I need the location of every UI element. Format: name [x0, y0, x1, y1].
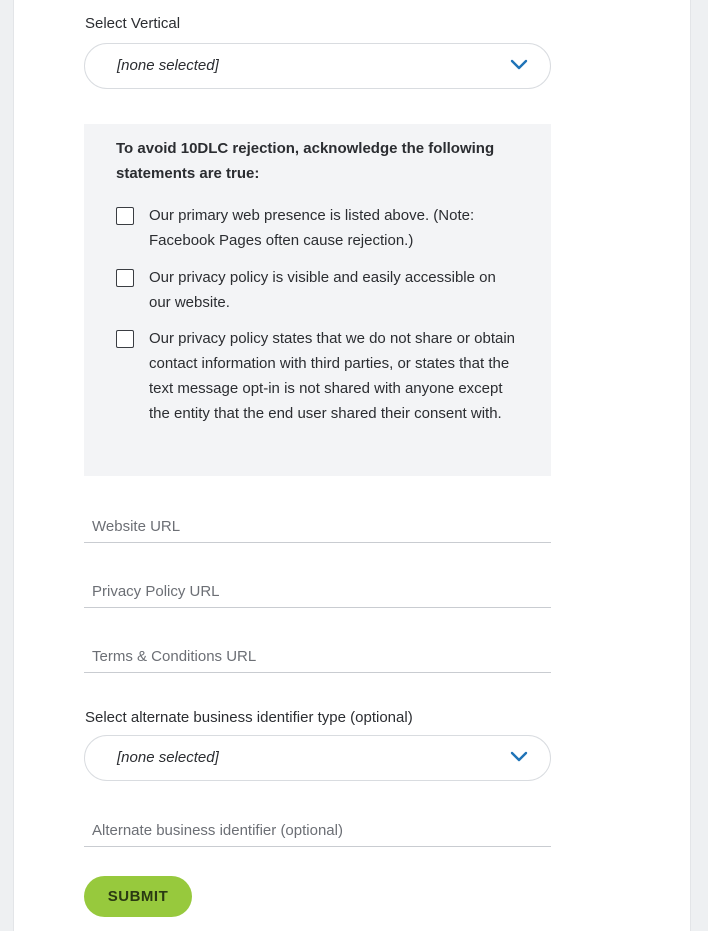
acknowledgement-item-text: Our privacy policy states that we do not share or obtain contact information with third parties, or states that the text message opt-in is not shared with anyone except the entity that the end user shared their consent with. [149, 330, 516, 422]
web-presence-checkbox[interactable] [116, 207, 134, 225]
vertical-select[interactable] [84, 43, 551, 89]
chevron-down-icon [510, 751, 528, 763]
alt-identifier-type-value: [none selected] [117, 749, 219, 766]
privacy-visible-checkbox[interactable] [116, 269, 134, 287]
acknowledgement-title: To avoid 10DLC rejection, acknowledge the following statements are true: [116, 140, 495, 182]
form-card [13, 0, 691, 931]
website-url-placeholder: Website URL [92, 518, 181, 535]
chevron-down-icon [510, 59, 528, 71]
submit-button[interactable]: SUBMIT [84, 876, 192, 917]
alt-identifier-type-label: Select alternate business identifier type (optional) [85, 709, 413, 726]
privacy-policy-url-input[interactable] [84, 577, 551, 608]
alt-identifier-input[interactable] [84, 816, 551, 847]
alt-identifier-placeholder: Alternate business identifier (optional) [92, 822, 343, 839]
terms-url-placeholder: Terms & Conditions URL [92, 648, 257, 665]
vertical-select-value: [none selected] [117, 57, 219, 74]
privacy-policy-url-placeholder: Privacy Policy URL [92, 583, 220, 600]
acknowledgement-item-text: Our privacy policy is visible and easily accessible on our website. [149, 269, 496, 311]
terms-url-input[interactable] [84, 642, 551, 673]
website-url-input[interactable] [84, 512, 551, 543]
privacy-sharing-checkbox[interactable] [116, 330, 134, 348]
acknowledgement-item-text: Our primary web presence is listed above. (Note: Facebook Pages often cause rejection.) [149, 207, 475, 249]
vertical-label: Select Vertical [85, 15, 181, 32]
alt-identifier-type-select[interactable] [84, 735, 551, 781]
